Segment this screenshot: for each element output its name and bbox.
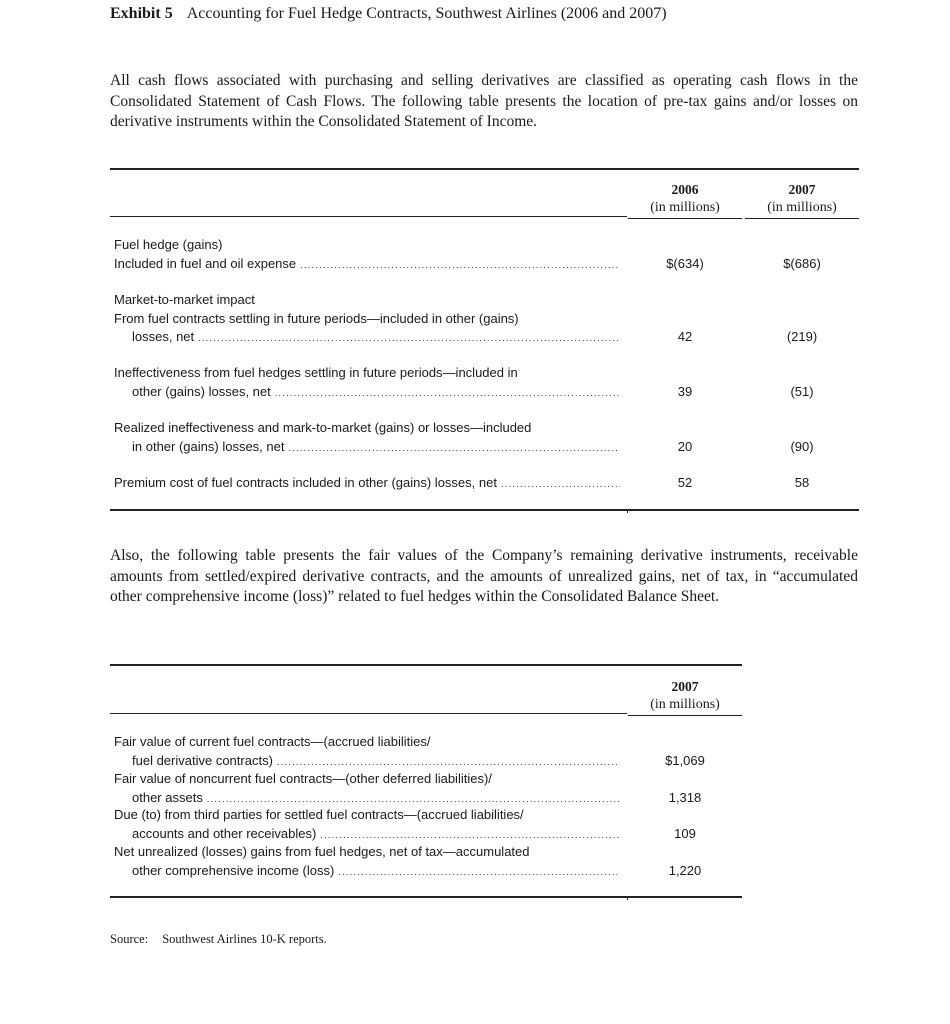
row-label-line: other comprehensive income (loss) [132, 862, 335, 878]
row-label-line: Included in fuel and oil expense [114, 255, 297, 271]
table1-value-2006: $(634) [666, 255, 704, 271]
table2-header-year: 2007 [671, 679, 699, 694]
table1-value-2007: (51) [790, 383, 814, 399]
row-label-line: Due (to) from third parties for settled fuel contracts—(accrued liabilities/ [114, 807, 524, 822]
row-label-line: other assets [132, 789, 203, 805]
table2-top-rule [110, 664, 742, 666]
table2-bottom-rule [110, 896, 742, 898]
row-label-line: Fair value of noncurrent fuel contracts—(other deferred liabilities)/ [114, 771, 492, 786]
table-row [114, 236, 620, 274]
table1-header-2006-unit: (in millions) [628, 199, 742, 219]
row-label-line: in other (gains) losses, net [132, 438, 285, 454]
row-label-line: accounts and other receivables) [132, 825, 317, 841]
table2-value-2007: 1,318 [668, 789, 702, 805]
table1-value-2006: 52 [677, 475, 693, 490]
exhibit-label: Exhibit 5 [110, 5, 173, 22]
table1-value-2006: 42 [677, 329, 693, 344]
second-paragraph: Also, the following table presents the fair values of the Company’s remaining derivative instruments, receivable amounts from settled/expired derivative contracts, and the amounts of unrealized gains, net of tax, in “accumulated other comprehensive income (loss)” related to fuel hedges within the Consolidated Balance Sheet. [110, 547, 858, 605]
table2-header-2007 [628, 678, 742, 716]
row-label-line: Realized ineffectiveness and mark-to-market (gains) or losses—included [114, 420, 532, 435]
table1-header-rule [110, 216, 627, 217]
row-label-line: losses, net [132, 329, 195, 344]
table1-header-2007-unit: (in millions) [745, 199, 859, 219]
row-label-line: From fuel contracts settling in future periods—included in other (gains) [114, 310, 519, 326]
table1-value-2007: $(686) [783, 255, 821, 271]
table2-value-2007: $1,069 [665, 752, 705, 768]
row-label-line: fuel derivative contracts) [132, 752, 273, 768]
table-row [114, 806, 620, 844]
row-label-line: Premium cost of fuel contracts included in other (gains) losses, net [114, 475, 497, 490]
table1-header-2007 [745, 181, 859, 219]
table1-value-2007: (90) [790, 438, 814, 454]
exhibit-title [110, 5, 667, 23]
table2-value-2007: 1,220 [668, 862, 702, 878]
table1-header-2007-year: 2007 [788, 182, 816, 197]
table1-value-2006: 20 [677, 438, 693, 454]
table1-bottom-rule [110, 509, 859, 511]
table1-header-2006-year: 2006 [671, 182, 699, 197]
table1-column-tick [627, 509, 628, 513]
exhibit-title-text: Accounting for Fuel Hedge Contracts, Southwest Airlines (2006 and 2007) [186, 5, 667, 22]
table-row [114, 733, 620, 771]
table-row [114, 474, 620, 494]
table-row [114, 770, 620, 808]
source-label: Source: [110, 932, 149, 946]
table2-header-unit: (in millions) [628, 696, 742, 716]
table1-value-2006: 39 [677, 383, 693, 399]
table2-header-rule [110, 713, 627, 714]
table-row [114, 843, 620, 881]
row-label-line: Ineffectiveness from fuel hedges settling in future periods—included in [114, 365, 518, 380]
table1-header-2006 [628, 181, 742, 219]
table2-value-2007: 109 [674, 825, 696, 841]
source-note [110, 932, 327, 947]
table-row [114, 419, 620, 457]
table1-value-2007: 58 [794, 475, 810, 490]
row-label-line: Fuel hedge (gains) [114, 237, 223, 252]
row-label-line: Net unrealized (losses) gains from fuel hedges, net of tax—accumulated [114, 844, 530, 859]
source-text: Southwest Airlines 10-K reports. [162, 932, 327, 946]
table2-column-tick [627, 896, 628, 900]
table-row [114, 364, 620, 402]
row-label-line: Market-to-market impact [114, 292, 255, 307]
table-row [114, 291, 620, 348]
table1-top-rule [110, 168, 859, 170]
row-label-line: Fair value of current fuel contracts—(accrued liabilities/ [114, 734, 431, 749]
intro-paragraph: All cash flows associated with purchasing and selling derivatives are classified as operating cash flows in the Consolidated Statement of Cash Flows. The following table presents the location of pre-tax gains and/or losses on derivative instruments within the Consolidated Statement of Income. [110, 72, 858, 130]
table1-value-2007: (219) [786, 329, 818, 344]
row-label-line: other (gains) losses, net [132, 383, 271, 399]
